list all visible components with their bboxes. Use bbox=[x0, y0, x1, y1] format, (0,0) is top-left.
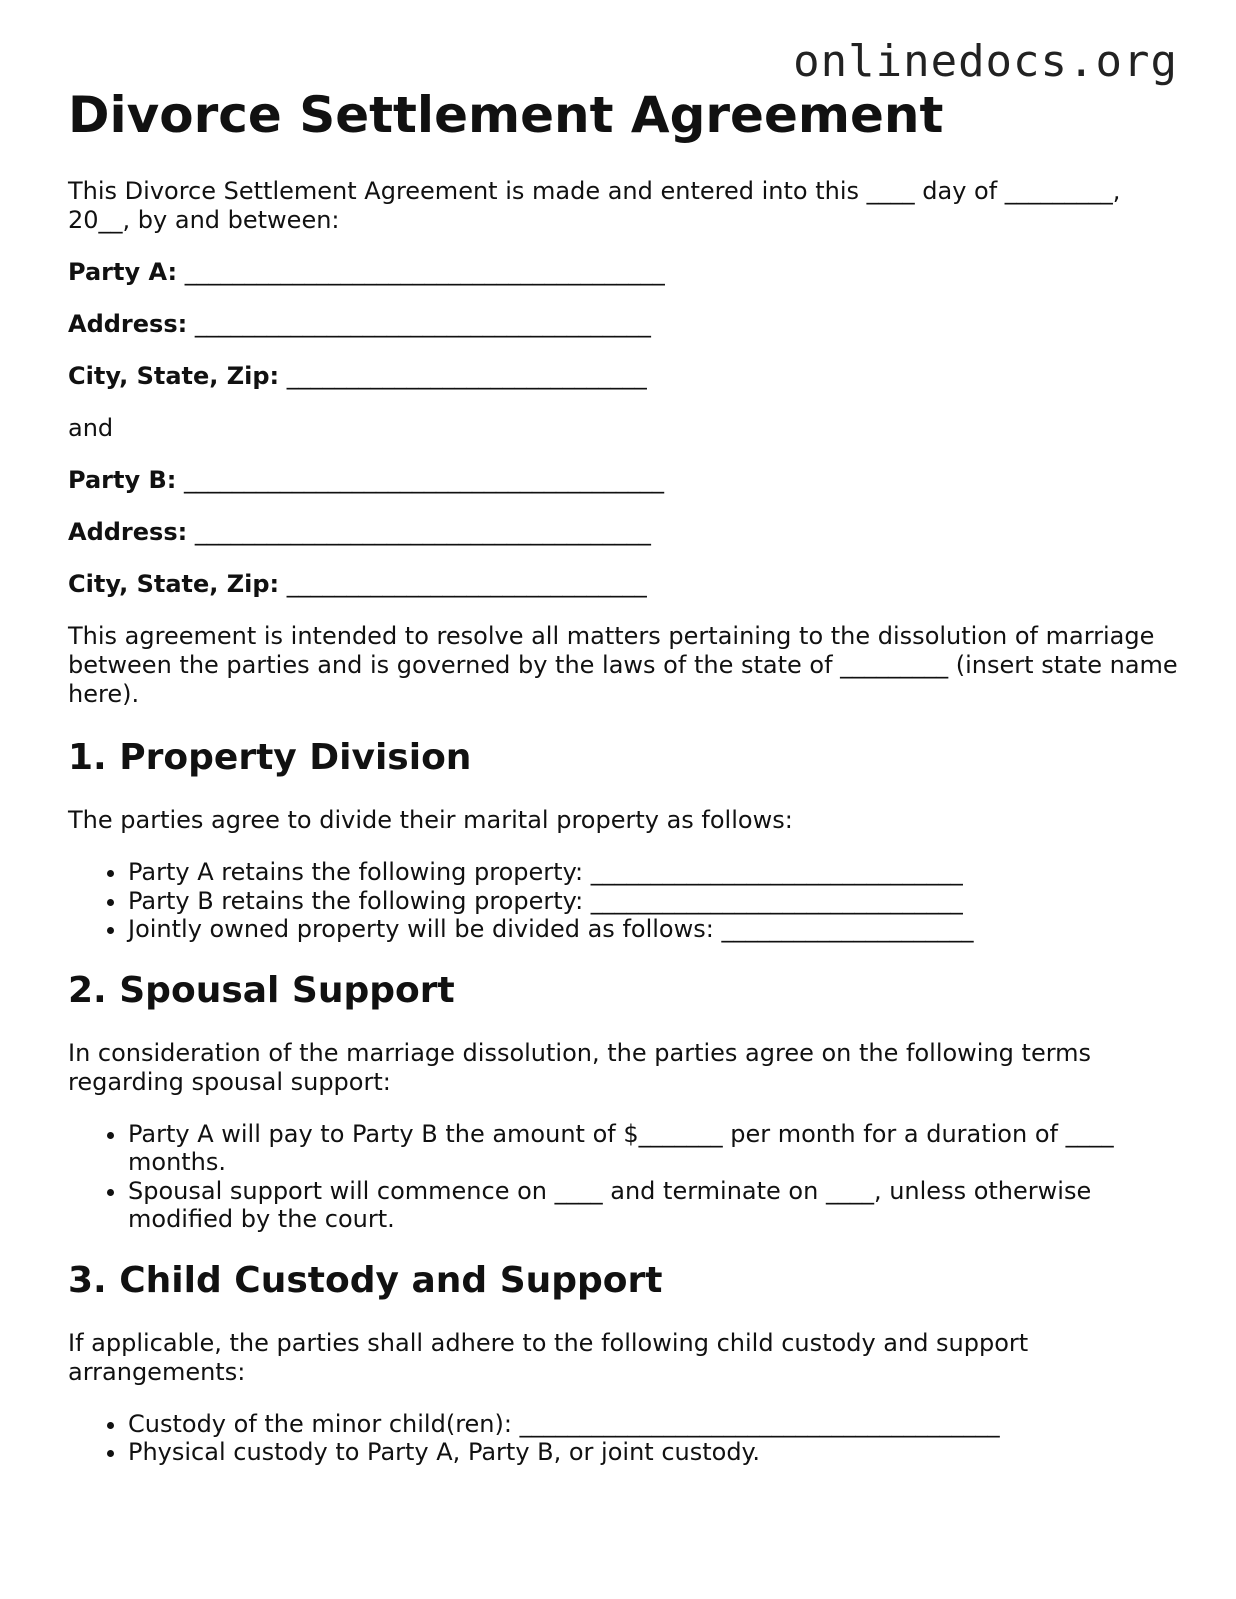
list-item: • Custody of the minor child(ren): ________________________________________ bbox=[128, 1410, 1178, 1439]
party-b-name-blank: ________________________________________ bbox=[176, 466, 664, 494]
purpose-paragraph: This agreement is intended to resolve all matters pertaining to the dissolution of marriage between the parties and is governed by the laws of the state of _________ (insert state name here). bbox=[68, 622, 1178, 708]
spousal-support-list bbox=[68, 1120, 1178, 1234]
list-item: • Party B retains the following property: _______________________________ bbox=[128, 887, 1178, 916]
party-b-name-field bbox=[68, 466, 1178, 495]
party-a-address-label: Address: bbox=[68, 310, 188, 338]
list-item: • Party A will pay to Party B the amount of $_______ per month for a duration of ____ months. bbox=[128, 1120, 1178, 1177]
section-intro-property-division: The parties agree to divide their marital property as follows: bbox=[68, 806, 793, 834]
party-b-address-label: Address: bbox=[68, 518, 188, 546]
section-heading-property-division: 1. Property Division bbox=[68, 737, 472, 778]
watermark-logo: onlinedocs.org bbox=[793, 36, 1178, 87]
party-b-name-label: Party B: bbox=[68, 466, 177, 494]
intro-paragraph: This Divorce Settlement Agreement is made and entered into this ____ day of _________, 20__, by and between: bbox=[68, 177, 1121, 234]
list-item: • Physical custody to Party A, Party B, or joint custody. bbox=[128, 1438, 1178, 1467]
party-a-address-blank: ______________________________________ bbox=[187, 310, 651, 338]
document-page bbox=[68, 86, 1178, 1467]
party-b-address-blank: ______________________________________ bbox=[187, 518, 651, 546]
and-separator: and bbox=[68, 414, 114, 442]
party-b-address-field bbox=[68, 518, 1178, 547]
list-item: • Spousal support will commence on ____ and terminate on ____, unless otherwise modified by the court. bbox=[128, 1177, 1178, 1234]
party-a-city-label: City, State, Zip: bbox=[68, 362, 280, 390]
party-b-city-field bbox=[68, 570, 1178, 599]
party-a-name-field bbox=[68, 258, 1178, 287]
party-a-name-blank: ________________________________________ bbox=[177, 258, 665, 286]
party-a-name-label: Party A: bbox=[68, 258, 178, 286]
document-title: Divorce Settlement Agreement bbox=[68, 86, 944, 144]
section-heading-child-custody: 3. Child Custody and Support bbox=[68, 1259, 663, 1301]
party-a-city-blank: ______________________________ bbox=[279, 362, 647, 390]
section-intro-child-custody: If applicable, the parties shall adhere to the following child custody and support arrangements: bbox=[68, 1328, 1029, 1386]
property-division-list bbox=[68, 858, 1178, 944]
party-a-city-field bbox=[68, 362, 1178, 391]
party-b-city-blank: ______________________________ bbox=[279, 570, 647, 598]
section-heading-spousal-support: 2. Spousal Support bbox=[68, 969, 455, 1011]
party-b-city-label: City, State, Zip: bbox=[68, 570, 280, 598]
child-custody-list bbox=[68, 1410, 1178, 1467]
list-item: • Jointly owned property will be divided as follows: _____________________ bbox=[128, 915, 1178, 944]
list-item: • Party A retains the following property: _______________________________ bbox=[128, 858, 1178, 887]
section-intro-spousal-support: In consideration of the marriage dissolution, the parties agree on the following terms regarding spousal support: bbox=[68, 1038, 1092, 1096]
party-a-address-field bbox=[68, 310, 1178, 339]
